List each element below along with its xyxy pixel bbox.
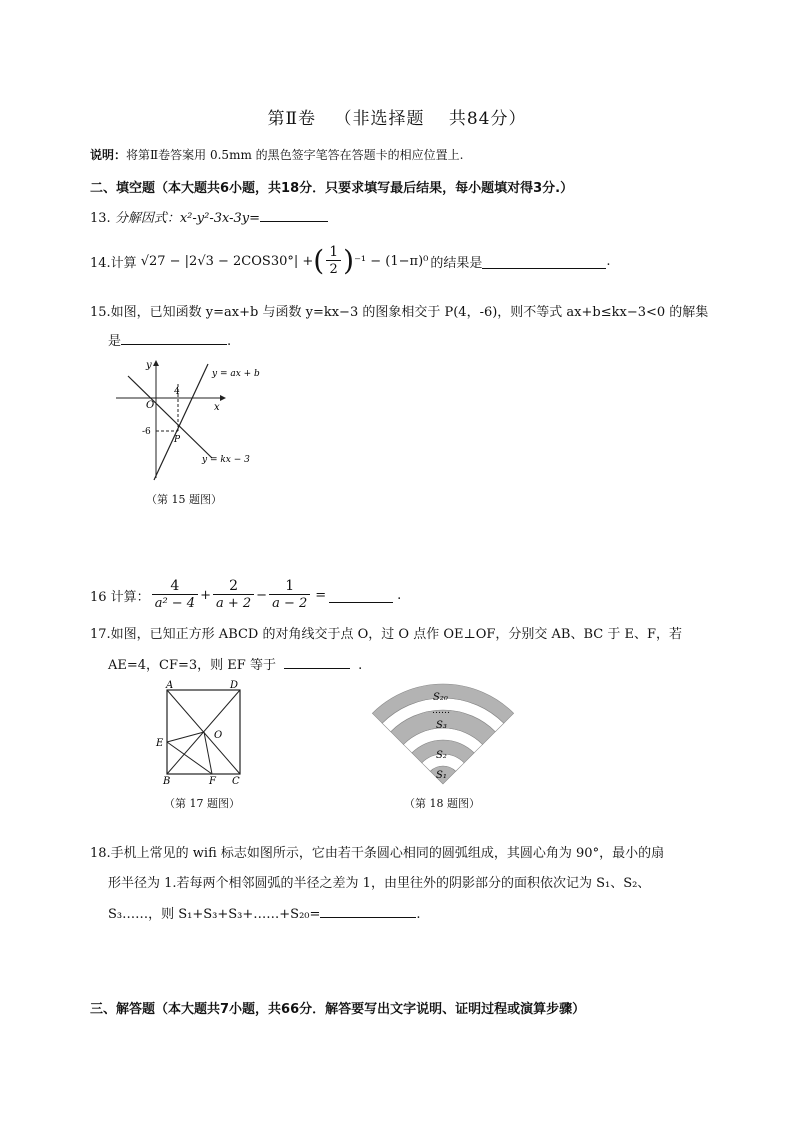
q16-prefix: 16 计算：: [90, 589, 150, 605]
note-text: 将第Ⅱ卷答案用 0.5mm 的黑色签字笔答在答题卡的相应位置上.: [126, 148, 464, 162]
y-axis-arrow: [153, 360, 159, 366]
q17-caption: （第 17 题图）: [164, 797, 240, 810]
label-s20: S₂₀: [433, 692, 448, 703]
q15-answer-blank[interactable]: [121, 330, 227, 345]
q14-suffix: 的结果是: [430, 255, 483, 271]
label-x: x: [214, 402, 220, 413]
q15-line-2: 是 .: [108, 330, 231, 349]
section-2-heading: 二、填空题（本大题共6小题，共18分．只要求填写最后结果，每小题填对得3分.）: [90, 181, 574, 196]
q18-wifi-figure: [370, 680, 516, 788]
question-13: [90, 207, 328, 226]
q14-right-paren: ): [343, 244, 355, 277]
q13-text: 分解因式：x²-y²-3x-3y=: [114, 211, 260, 226]
q16-f1-num: 4: [170, 578, 180, 594]
part-subtitle: （非选择题 共84分）: [334, 109, 527, 129]
part-label: 第Ⅱ卷: [267, 109, 317, 129]
q16-op1: +: [200, 587, 211, 603]
q14-prefix: 14.计算: [90, 255, 137, 271]
segment-eo: [167, 732, 204, 742]
q14-fraction: [326, 244, 341, 278]
q14-expression-b: ⁻¹ − (1−π)⁰: [354, 253, 429, 269]
label-B: B: [163, 776, 171, 787]
label-origin: O: [146, 400, 155, 411]
label-p: P: [174, 435, 181, 445]
q16-f1-den: a² − 4: [152, 594, 198, 612]
q15-line-1: 15.如图，已知函数 y=ax+b 与函数 y=kx−3 的图象相交于 P(4，-6)，则不等式 ax+b≤kx−3<0 的解集: [90, 305, 709, 320]
q17-answer-blank[interactable]: [284, 654, 350, 669]
q17-line-2-text: AE=4，CF=3，则 EF 等于: [108, 658, 276, 673]
label-O: O: [214, 730, 223, 741]
q18-line-1: 18.手机上常见的 wifi 标志如图所示，它由若干条圆心相同的圆弧组成，其圆心角为 90°，最小的扇: [90, 846, 665, 861]
q16-fraction-1: [152, 578, 198, 612]
label-s1: S₁: [436, 770, 447, 781]
q14-left-paren: (: [313, 244, 325, 277]
question-16: 16 计算： $\frac{4}{\text{a² − 4}}$ + $\frac{2}{a + 2}$ − $\frac{1}{a - 2}$ = .: [90, 578, 402, 611]
q18-line-3: S₃……，则 S₁+S₃+S₃+……+S₂₀= .: [108, 903, 421, 922]
q15-line-2-text: 是: [108, 334, 122, 349]
q13-number: 13.: [90, 211, 111, 226]
q14-answer-blank[interactable]: [482, 254, 606, 269]
question-14: 14.计算 √27 − |2√3 − 2COS30°| + ( $\frac{1}{2}$ ) ⁻¹ − (1−π)⁰ 的结果是 .: [90, 244, 611, 277]
q16-fraction-2: [213, 578, 254, 612]
label-C: C: [232, 776, 240, 787]
q14-expression-a: √27 − |2√3 − 2COS30°| +: [140, 253, 314, 269]
label-s3: S₃: [436, 720, 447, 731]
x-axis-arrow: [220, 395, 226, 401]
label-A: A: [166, 680, 174, 691]
note-label: 说明：: [90, 148, 127, 162]
q18-line-2: 形半径为 1.若每两个相邻圆弧的半径之差为 1，由里往外的阴影部分的面积依次记为 S₁、S₂、: [108, 876, 651, 891]
q14-frac-den: 2: [326, 260, 341, 278]
q17-line-1: 17.如图，已知正方形 ABCD 的对角线交于点 O，过 O 点作 OE⊥OF，分别交 AB、BC 于 E、F，若: [90, 627, 682, 642]
label-s2: S₂: [436, 750, 447, 761]
q16-op2: −: [256, 587, 268, 603]
label-neg6: -6: [142, 427, 151, 437]
q17-line-2: AE=4，CF=3，则 EF 等于 .: [108, 654, 362, 673]
label-4: 4: [174, 387, 180, 397]
q16-fraction-3: [269, 578, 310, 612]
q16-answer-blank[interactable]: [329, 588, 393, 603]
q16-f2-den: a + 2: [213, 594, 254, 612]
q18-answer-blank[interactable]: [320, 903, 416, 918]
q17-square-figure: [152, 680, 256, 788]
label-dots: ……: [432, 706, 450, 716]
q13-answer-blank[interactable]: [260, 207, 328, 222]
label-D: D: [230, 680, 239, 691]
instruction-note: [90, 146, 463, 163]
exam-part-title: [0, 104, 794, 129]
label-F: F: [209, 776, 216, 787]
label-E: E: [156, 738, 164, 749]
q18-caption: （第 18 题图）: [404, 797, 480, 810]
segment-of: [204, 732, 212, 774]
line2-label: y = kx − 3: [202, 455, 250, 465]
q14-frac-num: 1: [329, 244, 339, 260]
q16-f3-num: 1: [285, 578, 295, 594]
line-ax-plus-b: [154, 364, 208, 480]
line1-label: y = ax + b: [212, 369, 260, 379]
segment-ef: [167, 742, 212, 774]
q16-f2-num: 2: [229, 578, 239, 594]
q15-caption: （第 15 题图）: [146, 493, 222, 506]
q15-function-graph: [112, 356, 262, 482]
section-3-heading: 三、解答题（本大题共7小题，共66分．解答要写出文字说明、证明过程或演算步骤）: [90, 1002, 586, 1017]
q18-line-3-text: S₃……，则 S₁+S₃+S₃+……+S₂₀=: [108, 907, 321, 922]
q16-f3-den: a − 2: [269, 594, 310, 612]
q16-equals: =: [315, 587, 327, 603]
label-y: y: [146, 360, 152, 371]
